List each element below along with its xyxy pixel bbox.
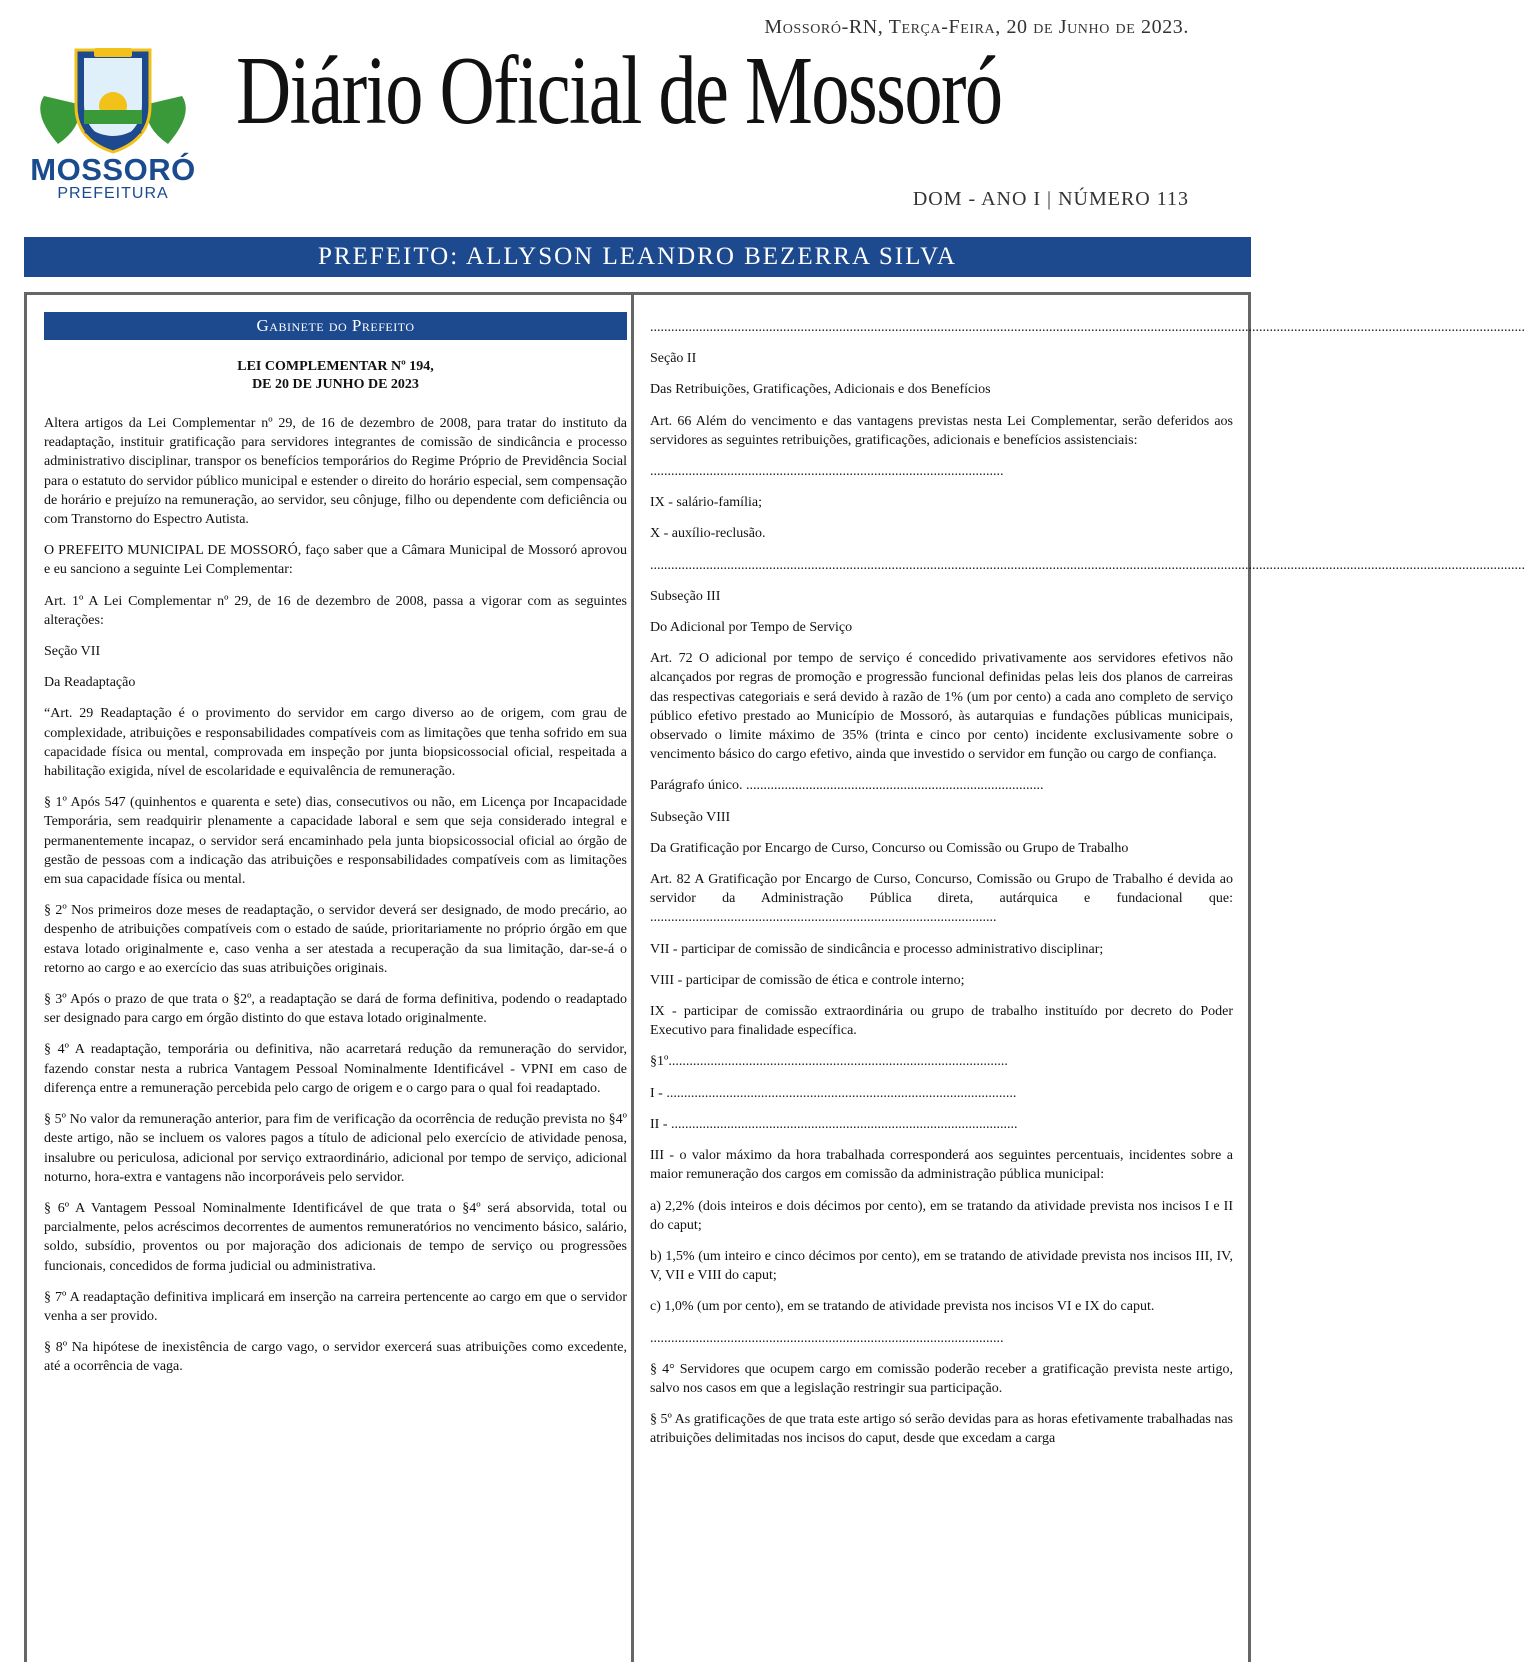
- ellipsis-line: ..........................................................................................................................................................................................................................................................: [650, 557, 1525, 573]
- paragraph-5: § 5º As gratificações de que trata este artigo só serão devidas para as horas efetivamente trabalhadas nas atribuições delimitadas nos incisos do caput, desde que excedam a carga: [650, 1412, 1233, 1447]
- logo-city-name: MOSSORÓ: [30, 152, 196, 187]
- item-iii: III - o valor máximo da hora trabalhada corresponderá aos seguintes percentuais, incidentes sobre a maior remuneração dos cargos em comissão da administração pública municipal:: [650, 1148, 1233, 1183]
- paragraph-5: § 5º No valor da remuneração anterior, para fim de verificação da ocorrência de redução prevista no §4º deste artigo, não se incluem os valores pagos a título de adicional pelo exercício de atividade penosa, insalubre ou periculosa, adicional por serviço extraordinário, adicional por tempo de serviço, adicional noturno, hora-extra e vantagens não incorporáveis pelo servidor.: [44, 1112, 627, 1185]
- edition-number: DOM - ANO I | NÚMERO 113: [912, 188, 1189, 210]
- section-heading: Seção II: [650, 351, 697, 367]
- masthead-title: Diário Oficial de Mossoró: [236, 37, 1002, 145]
- sole-paragraph: Parágrafo único. .....................................................................................: [650, 778, 1044, 794]
- law-title: [44, 358, 627, 394]
- paragraph-6: § 6º A Vantagem Pessoal Nominalmente Identificável de que trata o §4º será absorvida, total ou parcialmente, pelos acréscimos decorrentes de aumentos remuneratórios no vencimento básico, salário, soldo, subsídio, proventos ou por majoração dos adicionais de tempo de serviço ou progressões funcionais, concedidos de forma judicial ou administrativa.: [44, 1200, 627, 1274]
- ellipsis-line: .....................................................................................................: [650, 1330, 1004, 1346]
- item-ii-ellipsis: II - ...................................................................................................: [650, 1116, 1018, 1132]
- article-1: Art. 1º A Lei Complementar nº 29, de 16 de dezembro de 2008, passa a vigorar com as seguintes alterações:: [44, 593, 627, 628]
- subsection-subtitle: Da Gratificação por Encargo de Curso, Concurso ou Comissão ou Grupo de Trabalho: [650, 840, 1129, 856]
- law-title-line-2: DE 20 DE JUNHO DE 2023: [252, 377, 419, 392]
- item-viii: VIII - participar de comissão de ética e controle interno;: [650, 972, 965, 988]
- paragraph-7: § 7º A readaptação definitiva implicará em inserção na carreira pertencente ao cargo em que o servidor venha a ser provido.: [44, 1289, 627, 1324]
- section-subtitle: Da Readaptação: [44, 675, 136, 691]
- coat-of-arms-icon: [24, 44, 202, 159]
- right-column: [650, 318, 1525, 1461]
- subsection-subtitle: Do Adicional por Tempo de Serviço: [650, 620, 853, 636]
- enactment-clause: O PREFEITO MUNICIPAL DE MOSSORÓ, faço saber que a Câmara Municipal de Mossoró aprovou e eu sanciono a seguinte Lei Complementar:: [44, 543, 627, 578]
- paragraph-3: § 3º Após o prazo de que trata o §2º, a readaptação se dará de forma definitiva, podendo o readaptado ser designado para cargo em órgão distinto do que estava lotado originalmente.: [44, 992, 627, 1027]
- section-header: Gabinete do Prefeito: [44, 312, 627, 340]
- item-vii: VII - participar de comissão de sindicância e processo administrativo disciplinar;: [650, 941, 1104, 957]
- logo-subtitle: PREFEITURA: [57, 185, 169, 202]
- law-title-line-1: LEI COMPLEMENTAR Nº 194,: [237, 359, 434, 374]
- subitem-b: b) 1,5% (um inteiro e cinco décimos por cento), em se tratando de atividade prevista nos incisos III, IV, V, VII e VIII do caput;: [650, 1248, 1233, 1284]
- paragraph-1-ellipsis: §1º.................................................................................................: [650, 1054, 1008, 1070]
- column-divider: [631, 292, 634, 1662]
- paragraph-1: § 1º Após 547 (quinhentos e quarenta e sete) dias, consecutivos ou não, em Licença por Incapacidade Temporária, sem readquirir plenamente a capacidade laboral e sem que seja considerado integral e permanentemente incapaz, o servidor será encaminhado pela junta biopsicossocial oficial ao órgão de gestão de pessoas com a indicação das atribuições e responsabilidades compatíveis com as limitações em sua capacidade física ou mental.: [44, 795, 627, 888]
- subsection-heading: Subseção III: [650, 588, 721, 604]
- item-i-ellipsis: I - ....................................................................................................: [650, 1085, 1017, 1101]
- law-summary: Altera artigos da Lei Complementar nº 29, de 16 de dezembro de 2008, para tratar do instituto da readaptação, instituir gratificação para servidores integrantes de comissão de sindicância e processo administrativo disciplinar, transpor os benefícios temporários do Regime Próprio de Previdência Social para o estatuto do servidor público municipal e estender o direito do horário especial, sem compensação de horário e prejuízo na remuneração, ao servidor, seu cônjuge, filho ou dependente com deficiência ou com Transtorno do Espectro Autista.: [44, 416, 627, 528]
- section-subtitle: Das Retribuições, Gratificações, Adicionais e dos Benefícios: [650, 382, 991, 398]
- left-column: [44, 312, 627, 1389]
- subitem-c: c) 1,0% (um por cento), em se tratando de atividade prevista nos incisos VI e IX do caput.: [650, 1299, 1155, 1315]
- item-ix: IX - participar de comissão extraordinária ou grupo de trabalho instituído por decreto do Poder Executivo para finalidade específica.: [650, 1004, 1233, 1039]
- mayor-banner: PREFEITO: ALLYSON LEANDRO BEZERRA SILVA: [24, 237, 1251, 277]
- article-82: Art. 82 A Gratificação por Encargo de Curso, Concurso, Comissão ou Grupo de Trabalho é devida ao servidor da Administração Pública direta, autárquica e fundacional que: ...................................................................................................: [650, 872, 1233, 926]
- ellipsis-line: ..........................................................................................................................................................................................................................................................: [650, 320, 1525, 335]
- article-66: Art. 66 Além do vencimento e das vantagens previstas nesta Lei Complementar, serão deferidos aos servidores as seguintes retribuições, gratificações, adicionais e benefícios assistenciais:: [650, 413, 1233, 448]
- item-x: X - auxílio-reclusão.: [650, 526, 766, 542]
- paragraph-2: § 2º Nos primeiros doze meses de readaptação, o servidor deverá ser designado, de modo precário, ao despenho de atribuições compatíveis com o estado de saúde, prioritariamente no próprio órgão em que estava lotado originalmente e, caso venha a ser atestada a recuperação da sua limitação, dar-se-á o retorno ao cargo e ao exercício das suas atribuições originais.: [44, 903, 627, 976]
- subsection-heading: Subseção VIII: [650, 809, 731, 825]
- subitem-a: a) 2,2% (dois inteiros e dois décimos por cento), em se tratando da atividade prevista nos incisos I e II do caput;: [650, 1198, 1233, 1233]
- publication-date: Mossoró-RN, Terça-Feira, 20 de Junho de 2023.: [764, 16, 1189, 38]
- section-heading: Seção VII: [44, 644, 101, 660]
- paragraph-4: § 4° Servidores que ocupem cargo em comissão poderão receber a gratificação prevista neste artigo, salvo nos casos em que a legislação restringir sua participação.: [650, 1361, 1233, 1396]
- article-72: Art. 72 O adicional por tempo de serviço é concedido privativamente aos servidores efetivos não alcançados por regras de promoção e progressão funcional definidas pelas leis dos planos de carreiras das respectivas categoriais e será devido à razão de 1% (um por cento) a cada ano completo de serviço público efetivo prestado ao Município de Mossoró, às autarquias e fundações públicas municipais, observado o limite máximo de 35% (trinta e cinco por cento) incidente exclusivamente sobre o vencimento básico do cargo efetivo, ainda que investido o servidor em função ou cargo de confiança.: [650, 651, 1233, 763]
- item-ix: IX - salário-família;: [650, 495, 762, 511]
- ellipsis-line: .....................................................................................................: [650, 464, 1004, 480]
- article-29: “Art. 29 Readaptação é o provimento do servidor em cargo diverso ao de origem, com grau de complexidade, atribuições e responsabilidades compatíveis com as limitações que tenha sofrido em sua capacidade física ou mental, comprovada em inspeção por junta biopsicossocial oficial, respeitada a habilitação exigida, nível de escolaridade e equivalência de remuneração.: [44, 706, 627, 780]
- paragraph-8: § 8º Na hipótese de inexistência de cargo vago, o servidor exercerá suas atribuições como excedente, até a ocorrência de vaga.: [44, 1340, 627, 1375]
- paragraph-4: § 4º A readaptação, temporária ou definitiva, não acarretará redução da remuneração do servidor, fazendo constar nesta a rubrica Vantagem Pessoal Nominalmente Identificável - VPNI em caso de diferença entre a remuneração percebida pelo cargo de origem e o cargo para o qual foi readaptado.: [44, 1042, 627, 1096]
